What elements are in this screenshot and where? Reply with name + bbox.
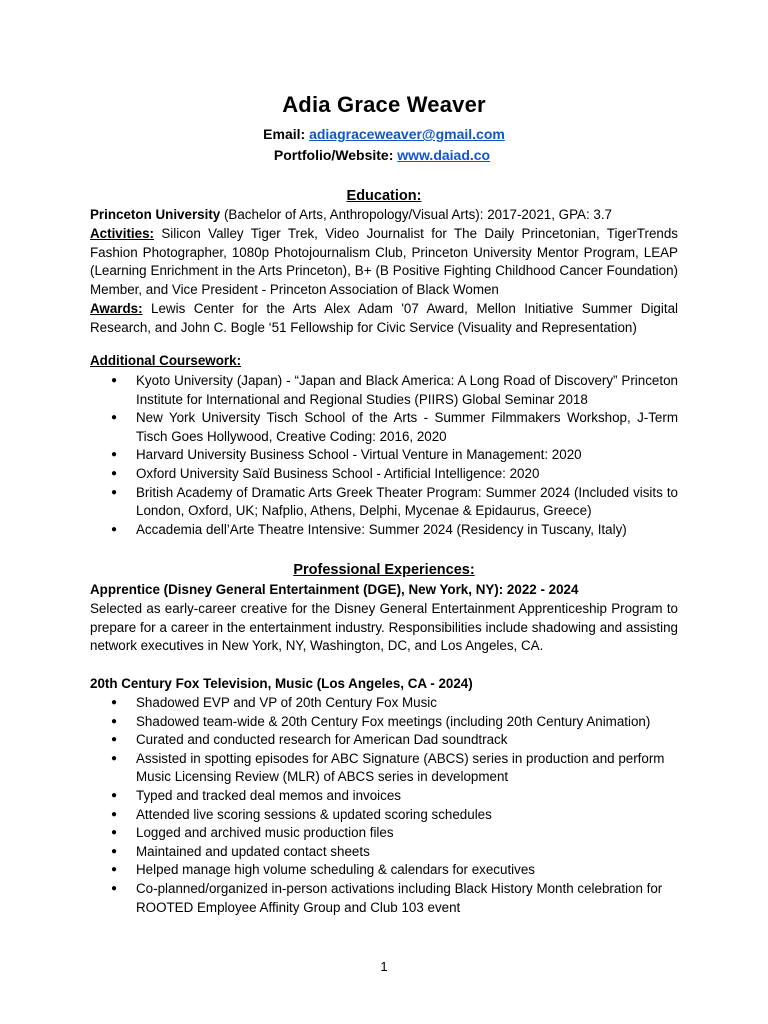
page-number: 1 <box>380 959 388 974</box>
education-heading: Education: <box>346 188 422 204</box>
portfolio-line <box>88 147 676 163</box>
list-item: ● Oxford University Saïd Business School - Artificial Intelligence: 2020 <box>90 465 678 484</box>
activities-text: Silicon Valley Tiger Trek, Video Journalist for The Daily Princetonian, TigerTrends Fashion Photographer, 1080p Photojournalism Club, Princeton University Mentor Program, LEAP (Learning Enrichment in the Arts Princeton), B+ (B Positive Fighting Childhood Cancer Foundation) Member, and Vice President - Princeton Association of Black Women <box>90 226 678 297</box>
coursework-list <box>90 372 678 539</box>
bullet-icon: ● <box>111 486 118 498</box>
bullet-icon: ● <box>111 827 118 839</box>
list-item: ● Logged and archived music production files <box>90 824 678 843</box>
bullet-icon: ● <box>111 467 118 479</box>
list-item: ● Accademia dell’Arte Theatre Intensive: Summer 2024 (Residency in Tuscany, Italy) <box>90 521 678 540</box>
bullet-icon: ● <box>111 882 118 894</box>
activities-paragraph <box>90 225 678 299</box>
bullet-icon: ● <box>111 412 118 424</box>
bullet-icon: ● <box>111 808 118 820</box>
list-item: ● Assisted in spotting episodes for ABC Signature (ABCS) series in production and perform Music Licensing Review (MLR) of ABCS series in development <box>111 750 665 785</box>
list-item: ● Attended live scoring sessions & updated scoring schedules <box>90 806 678 825</box>
coursework-heading: Additional Coursework: <box>90 353 242 368</box>
bullet-icon: ● <box>111 789 118 801</box>
list-item: ● Maintained and updated contact sheets <box>90 843 678 862</box>
awards-paragraph <box>90 300 678 337</box>
list-item: ● Harvard University Business School - Virtual Venture in Management: 2020 <box>90 446 678 465</box>
list-item: ● New York University Tisch School of the Arts - Summer Filmmakers Workshop, J-Term Tisch Goes Hollywood, Creative Coding: 2016, 2020 <box>111 410 678 444</box>
email-label: Email: <box>263 126 306 142</box>
list-item: ● Shadowed team-wide & 20th Century Fox meetings (including 20th Century Animation) <box>90 713 678 732</box>
bullet-icon: ● <box>111 715 118 727</box>
school-name: Princeton University <box>90 207 221 222</box>
school-detail: (Bachelor of Arts, Anthropology/Visual Arts): 2017-2021, GPA: 3.7 <box>220 207 613 222</box>
bullet-icon: ● <box>111 752 118 764</box>
bullet-icon: ● <box>111 449 118 461</box>
list-item: ● Kyoto University (Japan) - “Japan and Black America: A Long Road of Discovery” Princeton Institute for International and Regional Studies (PIIRS) Global Seminar 2018 <box>111 373 678 407</box>
list-item: ● British Academy of Dramatic Arts Greek Theater Program: Summer 2024 (Included visits to London, Oxford, UK; Nafplio, Athens, Delphi, Mycenae & Epidaurus, Greece) <box>111 484 678 519</box>
bullet-icon: ● <box>111 845 118 857</box>
list-item: ● Curated and conducted research for American Dad soundtrack <box>90 731 678 750</box>
portfolio-link[interactable]: www.daiad.co <box>397 147 491 163</box>
job2-heading: 20th Century Fox Television, Music (Los Angeles, CA - 2024) <box>90 676 473 691</box>
bullet-icon: ● <box>111 864 118 876</box>
bullet-icon: ● <box>111 697 118 708</box>
bullet-icon: ● <box>111 523 118 535</box>
email-line <box>90 126 678 142</box>
portfolio-label: Portfolio/Website: <box>273 147 394 163</box>
job1-heading: Apprentice (Disney General Entertainment (DGE), New York, NY): 2022 - 2024 <box>90 582 579 597</box>
experience-heading: Professional Experiences: <box>293 562 475 578</box>
education-school-line <box>90 206 678 225</box>
list-item: ● Helped manage high volume scheduling & calendars for executives <box>90 861 678 880</box>
applicant-name: Adia Grace Weaver <box>282 92 486 117</box>
bullet-icon: ● <box>111 734 118 746</box>
job1-description: Selected as early-career creative for the Disney General Entertainment Apprenticeship Program to prepare for a career in the entertainment industry. Responsibilities include shadowing and assisting network executives in New York, NY, Washington, DC, and Los Angeles, CA. <box>90 601 678 654</box>
awards-text: Lewis Center for the Arts Alex Adam '07 Award, Mellon Initiative Summer Digital Research, and John C. Bogle ‘51 Fellowship for Civic Service (Visuality and Representation) <box>90 301 678 335</box>
email-link[interactable]: adiagraceweaver@gmail.com <box>309 126 505 142</box>
awards-label: Awards: <box>90 301 143 316</box>
list-item: ● Co-planned/organized in-person activations including Black History Month celebration for ROOTED Employee Affinity Group and Club 103 event <box>111 880 663 915</box>
list-item: ● Typed and tracked deal memos and invoices <box>90 787 678 806</box>
bullet-icon: ● <box>111 375 118 386</box>
activities-label: Activities: <box>90 226 154 241</box>
job2-duties-list <box>90 694 678 917</box>
list-item: ● Shadowed EVP and VP of 20th Century Fox Music <box>90 694 678 713</box>
